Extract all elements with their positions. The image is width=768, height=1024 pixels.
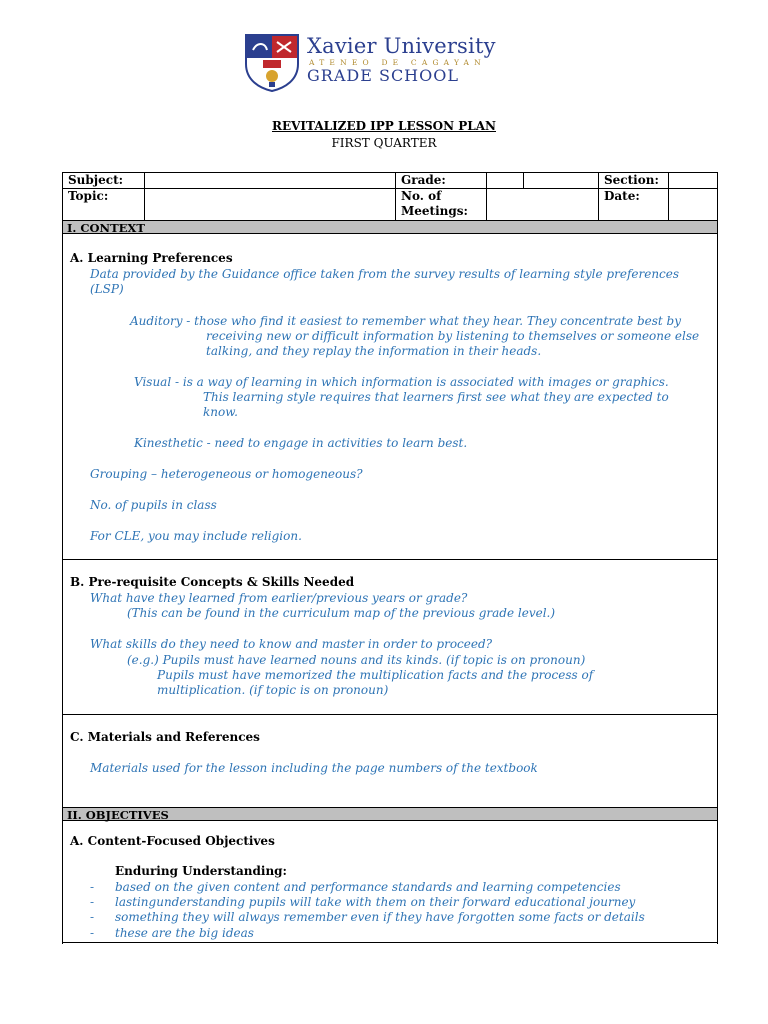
subject-label: Subject:	[63, 173, 145, 189]
meetings-field[interactable]	[487, 189, 599, 221]
school-crest-icon	[245, 34, 299, 92]
kinesthetic-line: Kinesthetic - need to engage in activities to learn best.	[134, 436, 468, 450]
grade-label: Grade:	[396, 173, 487, 189]
topic-label: Topic:	[63, 189, 145, 221]
enduring-understanding-title: Enduring Understanding:	[115, 864, 287, 878]
auditory-line-2: receiving new or difficult information by listening to themselves or someone else	[206, 329, 700, 343]
lesson-header-table	[62, 172, 718, 221]
auditory-line-1: Auditory - those who find it easiest to remember what they hear. They concentrate best by	[130, 314, 682, 328]
ateneo-subtitle: ATENEO DE CAGAYAN	[309, 58, 486, 67]
document-title: REVITALIZED IPP LESSON PLAN	[272, 119, 496, 133]
visual-line-1: Visual - is a way of learning in which information is associated with images or graphics.	[134, 375, 669, 389]
university-name: Xavier University	[307, 34, 496, 58]
divider-c	[62, 714, 718, 715]
bullet-dash: -	[90, 910, 95, 924]
left-border	[62, 234, 63, 944]
grade-field[interactable]	[487, 173, 524, 189]
auditory-line-3: talking, and they replay the information in their heads.	[206, 344, 542, 358]
prerequisite-title: B. Pre-requisite Concepts & Skills Needed	[70, 575, 355, 589]
divider-b	[62, 559, 718, 560]
grouping-line: Grouping – heterogeneous or homogeneous?	[90, 467, 363, 481]
visual-line-2: This learning style requires that learners first see what they are expected to	[203, 390, 669, 404]
document-subtitle: FIRST QUARTER	[331, 136, 437, 150]
section-field[interactable]	[669, 173, 718, 189]
eu-bullet-4: these are the big ideas	[115, 926, 254, 940]
bullet-dash: -	[90, 926, 95, 940]
materials-line: Materials used for the lesson including the page numbers of the textbook	[90, 761, 538, 775]
grade-school-label: GRADE SCHOOL	[307, 66, 459, 85]
prereq-line-2: (This can be found in the curriculum map of the previous grade level.)	[127, 606, 556, 620]
visual-line-3: know.	[203, 405, 238, 419]
prereq-line-3: What skills do they need to know and master in order to proceed?	[90, 637, 493, 651]
prereq-line-6: multiplication. (if topic is on pronoun)	[157, 683, 389, 697]
bullet-dash: -	[90, 895, 95, 909]
learning-preferences-title: A. Learning Preferences	[70, 251, 233, 265]
date-label: Date:	[599, 189, 669, 221]
content-objectives-title: A. Content-Focused Objectives	[70, 834, 275, 848]
bullet-dash: -	[90, 880, 95, 894]
prereq-line-1: What have they learned from earlier/previous years or grade?	[90, 591, 468, 605]
eu-bullet-2: lastingunderstanding pupils will take with them on their forward educational journey	[115, 895, 636, 909]
prereq-line-5: Pupils must have memorized the multiplication facts and the process of	[157, 668, 594, 682]
objectives-section-bar: II. OBJECTIVES	[62, 807, 718, 821]
materials-title: C. Materials and References	[70, 730, 260, 744]
eu-bullet-1: based on the given content and performance standards and learning competencies	[115, 880, 621, 894]
right-border	[717, 234, 718, 944]
bottom-border	[62, 942, 718, 943]
context-section-bar: I. CONTEXT	[62, 220, 718, 234]
topic-field[interactable]	[145, 189, 396, 221]
cle-line: For CLE, you may include religion.	[90, 529, 302, 543]
section-label: Section:	[599, 173, 669, 189]
lsp-line-2: (LSP)	[90, 282, 124, 296]
date-field[interactable]	[669, 189, 718, 221]
grade-extra-field[interactable]	[524, 173, 599, 189]
pupils-line: No. of pupils in class	[90, 498, 217, 512]
meetings-label: No. of Meetings:	[396, 189, 487, 221]
prereq-line-4: (e.g.) Pupils must have learned nouns and its kinds. (if topic is on pronoun)	[127, 653, 586, 667]
lsp-line-1: Data provided by the Guidance office taken from the survey results of learning style preferences	[90, 267, 680, 281]
eu-bullet-3: something they will always remember even if they have forgotten some facts or details	[115, 910, 645, 924]
subject-field[interactable]	[145, 173, 396, 189]
